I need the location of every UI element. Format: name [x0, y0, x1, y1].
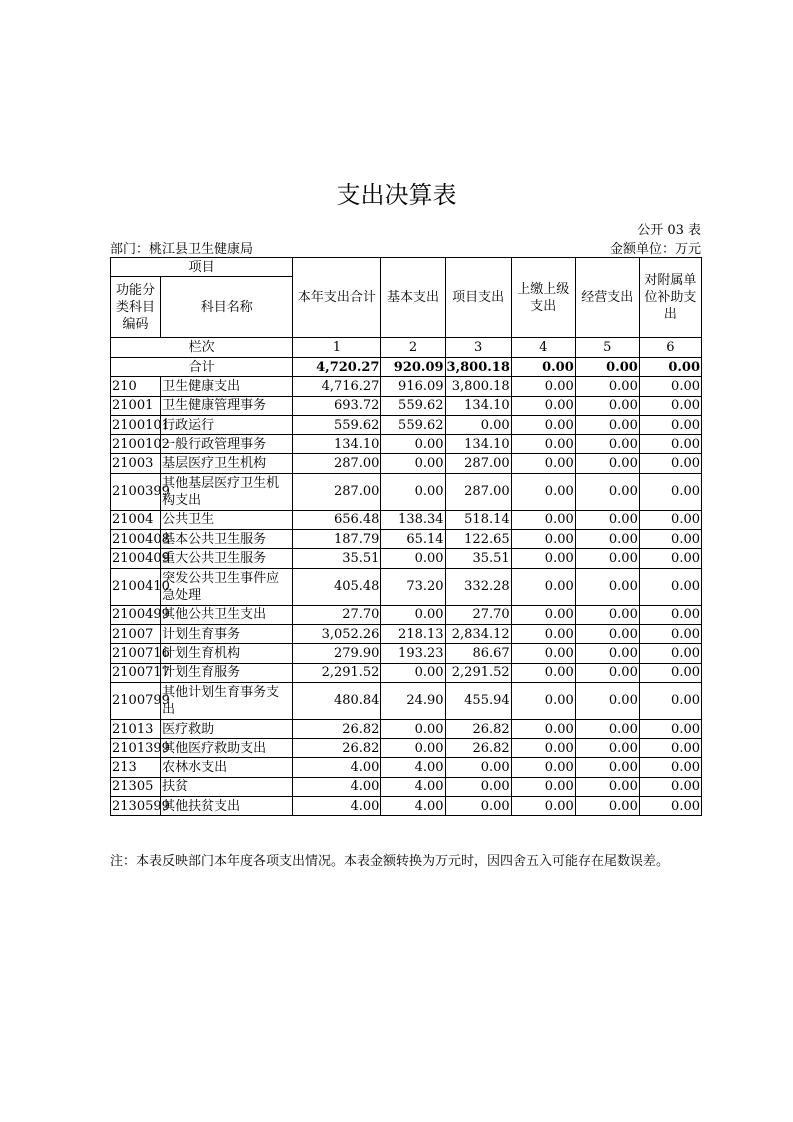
- subject-name-cell: 其他医疗救助支出: [161, 739, 293, 758]
- table-row: [111, 624, 702, 643]
- amount-cell: 0.00: [381, 739, 445, 758]
- table-row: [111, 377, 702, 396]
- amount-cell: 3,800.18: [445, 377, 511, 396]
- amount-cell: 0.00: [575, 415, 639, 434]
- amount-cell: 0.00: [575, 663, 639, 682]
- amount-cell: 0.00: [511, 415, 575, 434]
- table-row: [111, 605, 702, 624]
- amount-cell: 0.00: [511, 454, 575, 473]
- subject-name-cell: 行政运行: [161, 415, 293, 434]
- amount-cell: 65.14: [381, 530, 445, 549]
- amount-cell: 138.34: [381, 510, 445, 529]
- table-row: [111, 473, 702, 510]
- amount-cell: 4.00: [293, 797, 381, 816]
- amount-cell: 0.00: [445, 415, 511, 434]
- table-row: [111, 758, 702, 777]
- amount-cell: 0.00: [639, 605, 701, 624]
- subject-code-cell: 21007: [111, 624, 161, 643]
- amount-cell: 0.00: [639, 719, 701, 738]
- amount-cell: 4.00: [381, 797, 445, 816]
- amount-cell: 0.00: [639, 663, 701, 682]
- amount-cell: 0.00: [511, 530, 575, 549]
- amount-cell: 0.00: [575, 797, 639, 816]
- table-row: [111, 797, 702, 816]
- amount-cell: 0.00: [639, 739, 701, 758]
- amount-cell: 26.82: [445, 719, 511, 738]
- amount-cell: 0.00: [575, 682, 639, 719]
- amount-cell: 0.00: [575, 549, 639, 568]
- page-title: 支出决算表: [336, 181, 457, 209]
- table-row: [111, 549, 702, 568]
- header-operating-expenditure: 经营支出: [575, 258, 639, 338]
- amount-cell: 559.62: [293, 415, 381, 434]
- subject-code-cell: 2100499: [111, 605, 161, 624]
- amount-cell: 332.28: [445, 568, 511, 605]
- subject-name-cell: 计划生育服务: [161, 663, 293, 682]
- subject-code-cell: 2100408: [111, 530, 161, 549]
- amount-cell: 27.70: [445, 605, 511, 624]
- table-note: 注：本表反映部门本年度各项支出情况。本表金额转换为万元时，因四舍五入可能存在尾数误差。: [110, 854, 670, 869]
- amount-cell: 0.00: [639, 530, 701, 549]
- subject-name-cell: 重大公共卫生服务: [161, 549, 293, 568]
- amount-cell: 4,716.27: [293, 377, 381, 396]
- table-row: [111, 568, 702, 605]
- amount-cell: 287.00: [293, 454, 381, 473]
- subject-name-cell: 其他公共卫生支出: [161, 605, 293, 624]
- amount-cell: 455.94: [445, 682, 511, 719]
- table-row: [111, 454, 702, 473]
- subject-name-cell: 扶贫: [161, 777, 293, 796]
- amount-cell: 0.00: [511, 624, 575, 643]
- amount-cell: 4.00: [293, 777, 381, 796]
- column-index: 5: [575, 338, 639, 358]
- table-row: [111, 663, 702, 682]
- subject-code-cell: 21003: [111, 454, 161, 473]
- column-index: 1: [293, 338, 381, 358]
- amount-cell: 518.14: [445, 510, 511, 529]
- table-row: [111, 510, 702, 529]
- amount-cell: 559.62: [381, 415, 445, 434]
- amount-cell: 134.10: [293, 435, 381, 454]
- subject-name-cell: 一般行政管理事务: [161, 435, 293, 454]
- amount-cell: 0.00: [445, 797, 511, 816]
- subject-code-cell: 2130599: [111, 797, 161, 816]
- subject-name-cell: 突发公共卫生事件应急处理: [161, 568, 293, 605]
- amount-cell: 0.00: [381, 473, 445, 510]
- amount-cell: 0.00: [639, 435, 701, 454]
- amount-cell: 279.90: [293, 644, 381, 663]
- amount-cell: 134.10: [445, 396, 511, 415]
- amount-cell: 0.00: [575, 377, 639, 396]
- amount-cell: 287.00: [293, 473, 381, 510]
- amount-cell: 405.48: [293, 568, 381, 605]
- subject-name-cell: 卫生健康支出: [161, 377, 293, 396]
- table-row: [111, 435, 702, 454]
- amount-cell: 26.82: [293, 719, 381, 738]
- total-value: 0.00: [575, 358, 639, 377]
- header-subject-name: 科目名称: [161, 277, 293, 338]
- amount-cell: 0.00: [639, 682, 701, 719]
- total-value: 3,800.18: [445, 358, 511, 377]
- amount-cell: 0.00: [445, 758, 511, 777]
- header-project-expenditure: 项目支出: [445, 258, 511, 338]
- amount-cell: 0.00: [511, 473, 575, 510]
- total-value: 4,720.27: [293, 358, 381, 377]
- total-value: 0.00: [511, 358, 575, 377]
- header-function-code: 功能分类科目编码: [111, 277, 161, 338]
- subject-name-cell: 其他计划生育事务支出: [161, 682, 293, 719]
- amount-cell: 0.00: [511, 510, 575, 529]
- amount-cell: 0.00: [639, 415, 701, 434]
- amount-cell: 0.00: [511, 758, 575, 777]
- amount-cell: 0.00: [575, 396, 639, 415]
- amount-cell: 0.00: [511, 568, 575, 605]
- total-row: [111, 358, 702, 377]
- column-index: 2: [381, 338, 445, 358]
- subject-code-cell: 213: [111, 758, 161, 777]
- header-item: 项目: [111, 258, 293, 277]
- subject-code-cell: 210: [111, 377, 161, 396]
- subject-code-cell: 2100799: [111, 682, 161, 719]
- amount-cell: 26.82: [293, 739, 381, 758]
- amount-cell: 0.00: [511, 719, 575, 738]
- amount-cell: 0.00: [511, 682, 575, 719]
- amount-cell: 0.00: [381, 605, 445, 624]
- expenditure-table: [110, 257, 702, 816]
- amount-cell: 86.67: [445, 644, 511, 663]
- total-value: 920.09: [381, 358, 445, 377]
- amount-cell: 0.00: [575, 777, 639, 796]
- amount-cell: 0.00: [639, 377, 701, 396]
- table-row: [111, 396, 702, 415]
- amount-cell: 24.90: [381, 682, 445, 719]
- amount-cell: 0.00: [381, 454, 445, 473]
- amount-cell: 916.09: [381, 377, 445, 396]
- amount-unit-label: 金额单位：万元: [609, 242, 701, 257]
- amount-cell: 559.62: [381, 396, 445, 415]
- subject-code-cell: 2100102: [111, 435, 161, 454]
- table-row: [111, 719, 702, 738]
- amount-cell: 480.84: [293, 682, 381, 719]
- amount-cell: 656.48: [293, 510, 381, 529]
- form-number: 公开 03 表: [637, 223, 701, 238]
- amount-cell: 0.00: [639, 473, 701, 510]
- amount-cell: 0.00: [511, 396, 575, 415]
- amount-cell: 122.65: [445, 530, 511, 549]
- amount-cell: 0.00: [575, 454, 639, 473]
- amount-cell: 4.00: [293, 758, 381, 777]
- subject-name-cell: 公共卫生: [161, 510, 293, 529]
- amount-cell: 0.00: [575, 624, 639, 643]
- table-row: [111, 739, 702, 758]
- header-basic-expenditure: 基本支出: [381, 258, 445, 338]
- amount-cell: 0.00: [575, 510, 639, 529]
- subject-name-cell: 计划生育事务: [161, 624, 293, 643]
- amount-cell: 134.10: [445, 435, 511, 454]
- amount-cell: 0.00: [575, 605, 639, 624]
- amount-cell: 35.51: [445, 549, 511, 568]
- subject-name-cell: 卫生健康管理事务: [161, 396, 293, 415]
- subject-code-cell: 2100716: [111, 644, 161, 663]
- header-column-index-label: 栏次: [111, 338, 293, 358]
- amount-cell: 0.00: [575, 739, 639, 758]
- amount-cell: 287.00: [445, 454, 511, 473]
- column-index: 3: [445, 338, 511, 358]
- subject-code-cell: 21305: [111, 777, 161, 796]
- amount-cell: 26.82: [445, 739, 511, 758]
- amount-cell: 0.00: [639, 644, 701, 663]
- amount-cell: 4.00: [381, 758, 445, 777]
- amount-cell: 2,291.52: [293, 663, 381, 682]
- subject-code-cell: 2100717: [111, 663, 161, 682]
- amount-cell: 0.00: [511, 663, 575, 682]
- subject-code-cell: 2101399: [111, 739, 161, 758]
- column-index: 6: [639, 338, 701, 358]
- amount-cell: 73.20: [381, 568, 445, 605]
- amount-cell: 0.00: [381, 549, 445, 568]
- amount-cell: 0.00: [575, 719, 639, 738]
- amount-cell: 0.00: [511, 777, 575, 796]
- amount-cell: 218.13: [381, 624, 445, 643]
- table-row: [111, 682, 702, 719]
- subject-code-cell: 21013: [111, 719, 161, 738]
- table-row: [111, 644, 702, 663]
- amount-cell: 0.00: [575, 568, 639, 605]
- subject-code-cell: 2100101: [111, 415, 161, 434]
- subject-code-cell: 21004: [111, 510, 161, 529]
- amount-cell: 2,291.52: [445, 663, 511, 682]
- subject-code-cell: 2100399: [111, 473, 161, 510]
- subject-code-cell: 2100409: [111, 549, 161, 568]
- department-label: 部门：桃江县卫生健康局: [110, 242, 254, 257]
- amount-cell: 0.00: [511, 797, 575, 816]
- amount-cell: 0.00: [639, 797, 701, 816]
- amount-cell: 0.00: [575, 758, 639, 777]
- amount-cell: 0.00: [381, 663, 445, 682]
- amount-cell: 3,052.26: [293, 624, 381, 643]
- amount-cell: 193.23: [381, 644, 445, 663]
- amount-cell: 0.00: [639, 758, 701, 777]
- amount-cell: 2,834.12: [445, 624, 511, 643]
- amount-cell: 0.00: [639, 549, 701, 568]
- amount-cell: 35.51: [293, 549, 381, 568]
- amount-cell: 693.72: [293, 396, 381, 415]
- subject-code-cell: 21001: [111, 396, 161, 415]
- table-row: [111, 415, 702, 434]
- amount-cell: 187.79: [293, 530, 381, 549]
- header-remit-superior: 上缴上级支出: [511, 258, 575, 338]
- amount-cell: 0.00: [639, 396, 701, 415]
- subject-name-cell: 医疗救助: [161, 719, 293, 738]
- header-subsidiary-subsidy: 对附属单位补助支出: [639, 258, 701, 338]
- subject-name-cell: 计划生育机构: [161, 644, 293, 663]
- subject-name-cell: 其他基层医疗卫生机构支出: [161, 473, 293, 510]
- amount-cell: 27.70: [293, 605, 381, 624]
- amount-cell: 0.00: [445, 777, 511, 796]
- amount-cell: 0.00: [381, 719, 445, 738]
- amount-cell: 0.00: [511, 739, 575, 758]
- amount-cell: 0.00: [639, 454, 701, 473]
- column-index: 4: [511, 338, 575, 358]
- amount-cell: 0.00: [575, 530, 639, 549]
- amount-cell: 0.00: [511, 644, 575, 663]
- amount-cell: 0.00: [381, 435, 445, 454]
- header-total-expenditure: 本年支出合计: [293, 258, 381, 338]
- subject-name-cell: 基层医疗卫生机构: [161, 454, 293, 473]
- subject-name-cell: 基本公共卫生服务: [161, 530, 293, 549]
- amount-cell: 0.00: [511, 605, 575, 624]
- table-row: [111, 777, 702, 796]
- total-value: 0.00: [639, 358, 701, 377]
- amount-cell: 0.00: [511, 435, 575, 454]
- amount-cell: 0.00: [511, 377, 575, 396]
- amount-cell: 0.00: [639, 777, 701, 796]
- amount-cell: 0.00: [511, 549, 575, 568]
- amount-cell: 287.00: [445, 473, 511, 510]
- subject-name-cell: 农林水支出: [161, 758, 293, 777]
- total-label: 合计: [111, 358, 293, 377]
- amount-cell: 4.00: [381, 777, 445, 796]
- amount-cell: 0.00: [639, 510, 701, 529]
- table-row: [111, 530, 702, 549]
- subject-name-cell: 其他扶贫支出: [161, 797, 293, 816]
- amount-cell: 0.00: [575, 644, 639, 663]
- amount-cell: 0.00: [639, 624, 701, 643]
- subject-code-cell: 2100410: [111, 568, 161, 605]
- amount-cell: 0.00: [639, 568, 701, 605]
- amount-cell: 0.00: [575, 435, 639, 454]
- amount-cell: 0.00: [575, 473, 639, 510]
